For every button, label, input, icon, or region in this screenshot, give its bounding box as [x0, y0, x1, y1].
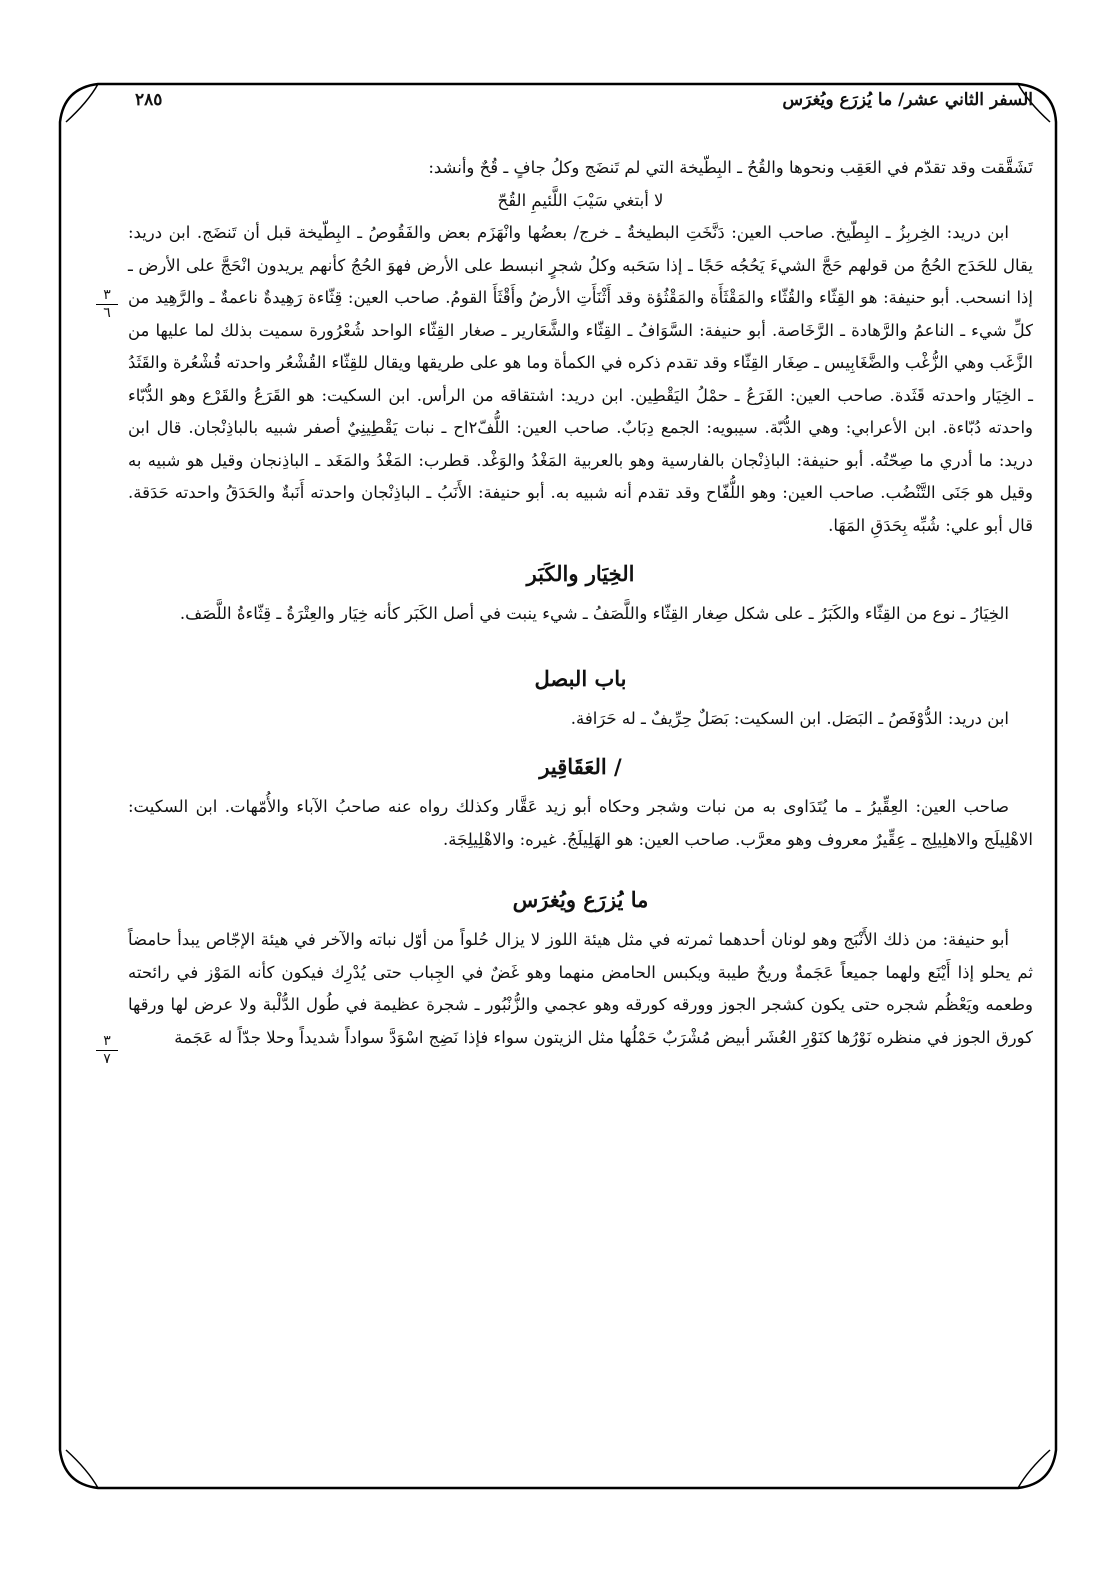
running-title: السفر الثاني عشر/ ما يُزرَع ويُغرَس: [782, 90, 1033, 110]
section-heading: ما يُزرَع ويُغرَس: [512, 887, 649, 912]
paragraph: صاحب العين: العِقِّيرُ ـ ما يُتَدَاوى به من نبات وشجر وحكاه أبو زيد عَقَّار وكذلك رواه عنه صاحبُ الآباء والأُمّهات. ابن السكيت: الاهْلِيلَج والاهلِيلِج ـ عِقِّيرٌ معروف وهو معرَّب. صاحب العين: هو الهَلِيلَجُ. غيره: والاهْلِيلِجَة.: [128, 797, 1033, 849]
margin-note: [96, 1034, 118, 1067]
paragraph: تَشَقَّقت وقد تقدّم في العَقِب ونحوها والقُحُ ـ البِطّيخة التي لم تَنضَج وكلُ جافٍ ـ قُحٌ وأنشد:: [428, 158, 1033, 177]
margin-note-top: ٣: [103, 1033, 111, 1049]
margin-note: [96, 288, 118, 321]
paragraph: الخِيَارُ ـ نوع من القِثّاء والكَبَرُ ـ على شكل صِغار القِثّاء واللَّصَفُ ـ شيء ينبت في أصل الكَبَر كأنه خِيَار والعِتْرَةُ ـ قِثّاءةُ اللَّصَف.: [179, 604, 1009, 623]
page-body: [128, 152, 1033, 1054]
section-heading: باب البصل: [534, 665, 627, 691]
section-heading: الخِيَار والكَبَر: [526, 561, 635, 586]
paragraph: أبو حنيفة: من ذلك الأَنْبَج وهو لونان أحدهما ثمرته في مثل هيئة اللوز لا يزال حُلواً من أوّل نباته والآخر في هيئة الإجّاص يبدأ حامضاً ثم يحلو إذا أَيْنَع ولهما جميعاً عَجَمةٌ وريحٌ طيبة ويكبس الحامض منهما وهو غَضٌ في الجِباب حتى يُدْرِك فيكون كأنه المَوْز في رائحته وطعمه ويَعْظُم شجره حتى يكون كشجر الجوز وورقه كورقه وهو عجمي والزُّنْبُور ـ شجرة عظيمة في طُول الدُّلْبة ولا عرض لها ورقها كورق الجوز في منظره نَوْرُها كنَوْرِ العُشَر أبيض مُشْرَبٌ حَمْلُها مثل الزيتون سواء فإذا نَضِج اسْوَدَّ سواداً شديداً وحلا جدّاً له عَجَمة: [128, 930, 1033, 1047]
paragraph: ابن دريد: الخِربِزُ ـ البِطّيخ. صاحب العين: دَنَّخَتِ البطيخةُ ـ خرج/ بعضُها وانْهَزَم بعض والفَقُوصُ ـ البِطّيخة قبل أن تَنضَج. ابن دريد: يقال للحَدَج الحُجُ من قولهم حَجَّ الشيءَ يَحُجُه حَجًا ـ إذا سَحَبه وكلُ شجرٍ انبسط على الأرض فهوَ الحُجُ كأنهم يريدون انْحَجَّ على الأرض ـ إذا انسحب. أبو حنيفة: هو القِثّاء والقُثّاء والمَقْثَأَة والمَقْثُؤة وقد أَثْنَأَتِ الأرضُ وأَقْثَأَ القومُ. صاحب العين: قِثّاءة رَهِيدةٌ ناعمةٌ ـ والرَّهِيد من كلِّ شيء ـ الناعمُ والرَّهادة ـ الرَّخَاصة. أبو حنيفة: السَّوَافُ ـ القِثّاء والشَّعَارير ـ صغار القِثّاء الواحد شُعْرُورة سميت بذلك لما عليها من الزَّغَب وهي الزُّغْب والضَّغَابِيس ـ صِغَار القِثّاء وقد تقدم ذكره في الكمأة وما هو على طريقها ويقال للقِثّاء القُشْعُر واحدته قُشْعُرة والقَثَدُ ـ الخِيَار واحدته قَثَدة. صاحب العين: الفَرَعُ ـ حمْلُ اليَقْطِين. ابن دريد: اشتقاقه من الرأس. ابن السكيت: هو القَرَعُ والقَرْع وهو الدُّبّاء واحدته دُبّاءة. ابن الأعرابي: وهي الدُّبّة. سيبويه: الجمع دِبَابٌ. صاحب العين: اللُّفّ٢اح ـ نبات يَقْطِينِيٌ أصفر شبيه بالباذِنْجان. قال ابن دريد: ما أدري ما صِحّتُه. أبو حنيفة: الباذِنْجان بالفارسية وهو بالعربية المَغْدُ والوَغْد. قطرب: المَغْدُ والمَغَد ـ الباذِنجان وقيل هو شبيه به وقيل هو جَنَى التَّنْضُب. صاحب العين: وهو اللُّفّاح وقد تقدم أنه شبيه به. أبو حنيفة: الأَنَبُ ـ الباذِنْجان واحدته أَنَبةٌ والحَدَقُ واحدته حَدَقة. قال أبو علي: شُبِّه بِحَدَقِ المَهَا.: [128, 223, 1034, 535]
page-header: [135, 90, 1033, 116]
page-number: ٢٨٥: [135, 90, 163, 110]
paragraph: ابن دريد: الدُّوْفَصُ ـ البَصَل. ابن السكيت: بَصَلٌ حِرِّيفٌ ـ له حَرَافة.: [570, 708, 1009, 728]
margin-note-bottom: ٦: [103, 305, 111, 321]
section-heading: / العَقَاقِير: [539, 754, 622, 779]
verse-line: لا أبتغي سَيْبَ اللَّئيمِ القُحّ: [497, 190, 664, 210]
margin-note-bottom: ٧: [103, 1051, 111, 1067]
margin-note-top: ٣: [103, 287, 111, 303]
